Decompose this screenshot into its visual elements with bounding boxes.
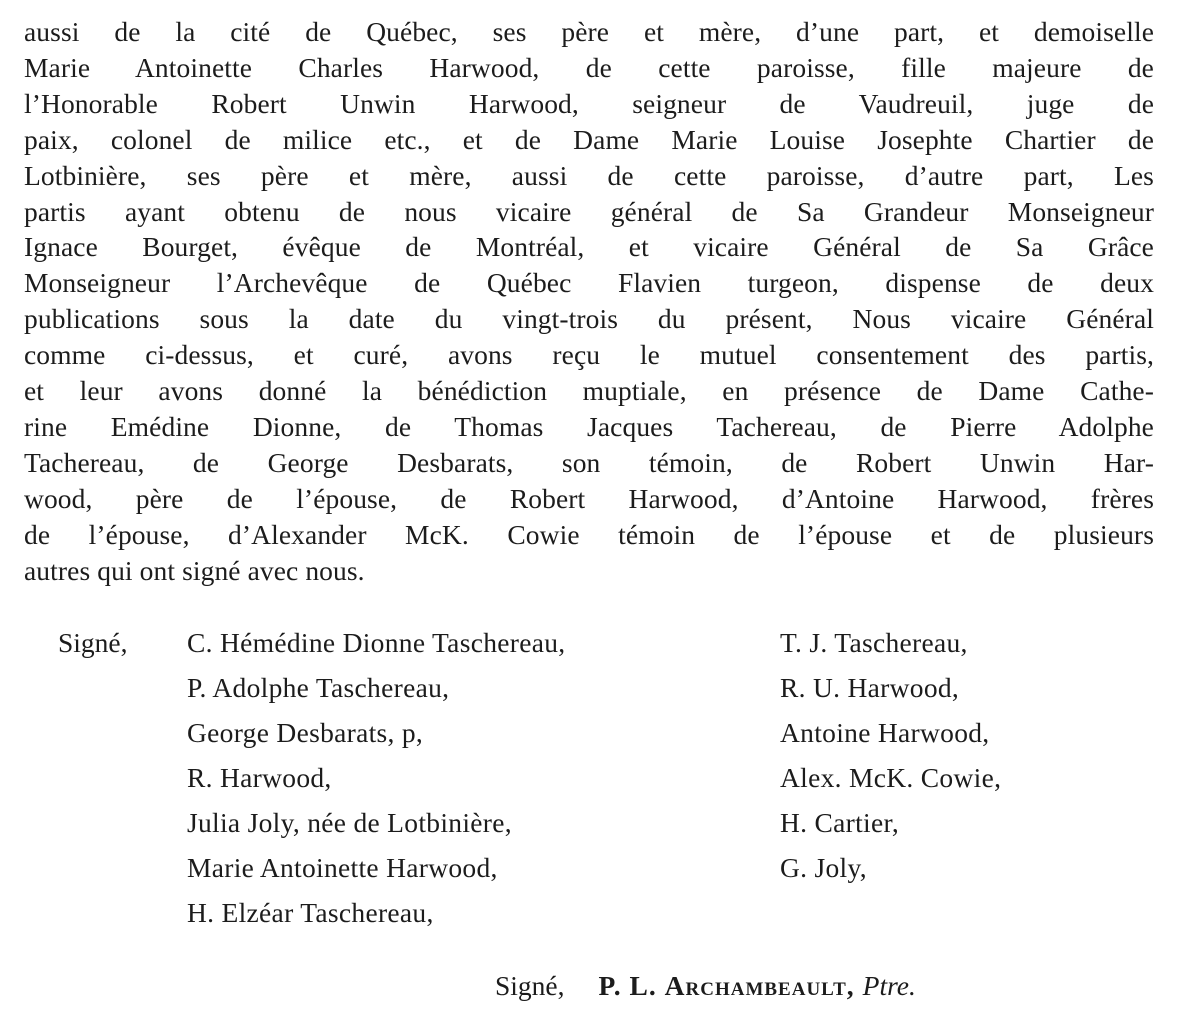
signatory-name: G. Joly, [780,852,867,883]
paragraph-line: publications sous la date du vingt-trois du présent, Nous vicaire Général [24,303,1154,335]
signatory-name: T. J. Taschereau, [780,627,968,658]
paragraph-line: comme ci-dessus, et curé, avons reçu le mutuel consentement des partis, [24,339,1154,371]
officiant-signature [495,966,916,1006]
paragraph-line: de l’épouse, d’Alexander McK. Cowie témoin de l’épouse et de plusieurs [24,518,1154,550]
signatures-left-column [187,620,565,935]
signatory-name: R. Harwood, [187,762,332,793]
signatory-name: Alex. McK. Cowie, [780,762,1002,793]
signatory-name: R. U. Harwood, [780,672,960,703]
paragraph-line: Lotbinière, ses père et mère, aussi de cette paroisse, d’autre part, Les [24,159,1154,191]
marriage-record-paragraph [24,14,1154,589]
paragraph-line: Marie Antoinette Charles Harwood, de cette paroisse, fille majeure de [24,51,1154,83]
signatory-name: Marie Antoinette Harwood, [187,852,498,883]
paragraph-line: Tachereau, de George Desbarats, son témoin, de Robert Unwin Har- [24,446,1154,478]
officiant-title: Ptre. [862,970,916,1001]
signatures-block [0,620,1200,950]
paragraph-line: Ignace Bourget, évêque de Montréal, et vicaire Général de Sa Grâce [24,231,1154,263]
officiant-surname: Archambeault, [664,970,855,1001]
paragraph-line: autres qui ont signé avec nous. [24,554,365,586]
officiant-initials: P. L. [598,970,665,1001]
paragraph-line: Monseigneur l’Archevêque de Québec Flavien turgeon, dispense de deux [24,267,1154,299]
paragraph-line: et leur avons donné la bénédiction muptiale, en présence de Dame Cathe- [24,375,1154,407]
signatures-label: Signé, [58,627,128,658]
paragraph-line: aussi de la cité de Québec, ses père et mère, d’une part, et demoiselle [24,16,1154,47]
paragraph-line: paix, colonel de milice etc., et de Dame Marie Louise Josephte Chartier de [24,123,1154,155]
signatory-name: George Desbarats, p, [187,717,424,748]
paragraph-line: rine Emédine Dionne, de Thomas Jacques Tachereau, de Pierre Adolphe [24,410,1154,442]
signatory-name: Antoine Harwood, [780,717,990,748]
paragraph-line: l’Honorable Robert Unwin Harwood, seigneur de Vaudreuil, juge de [24,87,1154,119]
officiant-label: Signé, [495,970,565,1001]
paragraph-line: partis ayant obtenu de nous vicaire général de Sa Grandeur Monseigneur [24,195,1154,227]
signatory-name: H. Cartier, [780,807,900,838]
signatures-right-column [780,620,1001,890]
signatory-name: P. Adolphe Taschereau, [187,672,450,703]
signatory-name: H. Elzéar Taschereau, [187,897,434,928]
signatory-name: C. Hémédine Dionne Taschereau, [187,627,566,658]
signatory-name: Julia Joly, née de Lotbinière, [187,807,512,838]
paragraph-line: wood, père de l’épouse, de Robert Harwood, d’Antoine Harwood, frères [24,482,1154,514]
